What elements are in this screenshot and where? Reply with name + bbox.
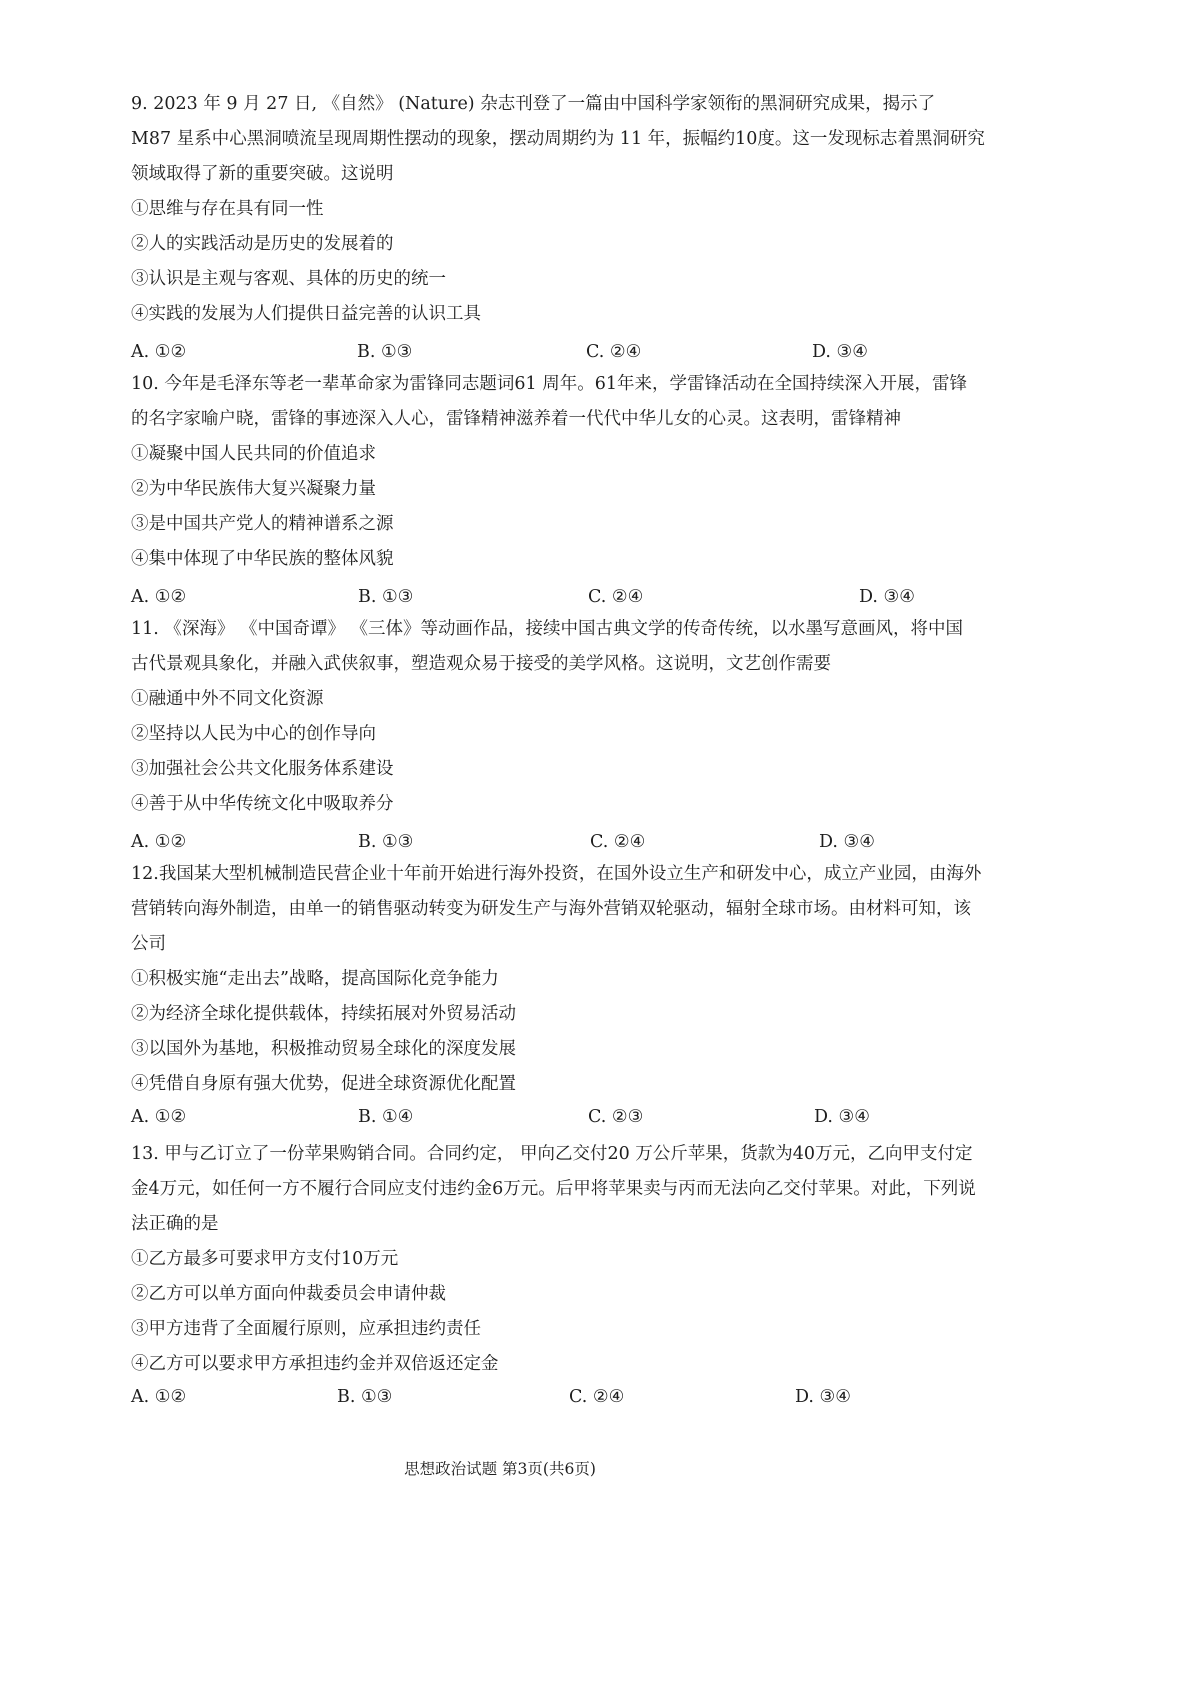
answer-choices xyxy=(131,1099,1081,1135)
choice-b: B. ①③ xyxy=(357,342,413,362)
statement-option: ④凭借自身原有强大优势，促进全球资源优化配置 xyxy=(131,1074,516,1094)
question-stem-line: 公司 xyxy=(131,934,166,954)
choice-a: A. ①② xyxy=(131,1387,187,1407)
choice-a: A. ①② xyxy=(131,832,187,852)
question-stem-line: 12.我国某大型机械制造民营企业十年前开始进行海外投资，在国外设立生产和研发中心，成立产业园，由海外 xyxy=(131,864,982,884)
answer-choices xyxy=(131,824,1081,860)
choice-d: D. ③④ xyxy=(859,587,915,607)
question-stem-line: 金4万元，如任何一方不履行合同应支付违约金6万元。后甲将苹果卖与丙而无法向乙交付苹果。对此，下列说 xyxy=(131,1179,976,1199)
statement-option: ③认识是主观与客观、具体的历史的统一 xyxy=(131,269,446,289)
choice-b: B. ①③ xyxy=(358,587,414,607)
question-13 xyxy=(131,1137,1081,1415)
choice-c: C. ②④ xyxy=(569,1387,625,1407)
question-stem-line: 11. 《深海》 《中国奇谭》 《三体》等动画作品，接续中国古典文学的传奇传统，以水墨写意画风，将中国 xyxy=(131,619,964,639)
statement-option: ①凝聚中国人民共同的价值追求 xyxy=(131,444,376,464)
choice-c: C. ②③ xyxy=(588,1107,644,1127)
question-9 xyxy=(131,87,1081,370)
choice-a: A. ①② xyxy=(131,342,187,362)
choice-d: D. ③④ xyxy=(812,342,868,362)
statement-option: ④实践的发展为人们提供日益完善的认识工具 xyxy=(131,304,481,324)
statement-option: ①融通中外不同文化资源 xyxy=(131,689,324,709)
choice-c: C. ②④ xyxy=(590,832,646,852)
choice-d: D. ③④ xyxy=(819,832,875,852)
question-stem-line: M87 星系中心黑洞喷流呈现周期性摆动的现象，摆动周期约为 11 年，振幅约10度。这一发现标志着黑洞研究 xyxy=(131,129,985,149)
page-footer xyxy=(0,1457,1200,1481)
question-stem-line: 的名字家喻户晓，雷锋的事迹深入人心，雷锋精神滋养着一代代中华儿女的心灵。这表明，雷锋精神 xyxy=(131,409,901,429)
statement-option: ①思维与存在具有同一性 xyxy=(131,199,324,219)
answer-choices xyxy=(131,579,1081,615)
statement-option: ③以国外为基地，积极推动贸易全球化的深度发展 xyxy=(131,1039,516,1059)
question-stem-line: 领域取得了新的重要突破。这说明 xyxy=(131,164,394,184)
statement-option: ④善于从中华传统文化中吸取养分 xyxy=(131,794,394,814)
question-12 xyxy=(131,857,1081,1135)
statement-option: ④集中体现了中华民族的整体风貌 xyxy=(131,549,394,569)
choice-d: D. ③④ xyxy=(814,1107,870,1127)
choice-b: B. ①③ xyxy=(358,832,414,852)
question-stem-line: 法正确的是 xyxy=(131,1214,219,1234)
choice-b: B. ①③ xyxy=(337,1387,393,1407)
statement-option: ②乙方可以单方面向仲裁委员会申请仲裁 xyxy=(131,1284,446,1304)
answer-choices xyxy=(131,334,1081,370)
statement-option: ①乙方最多可要求甲方支付10万元 xyxy=(131,1249,399,1269)
choice-b: B. ①④ xyxy=(358,1107,414,1127)
question-10 xyxy=(131,367,1081,615)
statement-option: ②人的实践活动是历史的发展着的 xyxy=(131,234,394,254)
statement-option: ③加强社会公共文化服务体系建设 xyxy=(131,759,394,779)
choice-d: D. ③④ xyxy=(795,1387,851,1407)
choice-c: C. ②④ xyxy=(586,342,642,362)
question-stem-line: 营销转向海外制造，由单一的销售驱动转变为研发生产与海外营销双轮驱动，辐射全球市场。由材料可知，该 xyxy=(131,899,971,919)
answer-choices xyxy=(131,1379,1081,1415)
statement-option: ④乙方可以要求甲方承担违约金并双倍返还定金 xyxy=(131,1354,499,1374)
statement-option: ②为经济全球化提供载体，持续拓展对外贸易活动 xyxy=(131,1004,516,1024)
question-stem-line: 13. 甲与乙订立了一份苹果购销合同。合同约定， 甲向乙交付20 万公斤苹果，货款为40万元，乙向甲支付定 xyxy=(131,1144,973,1164)
choice-a: A. ①② xyxy=(131,1107,187,1127)
question-stem-line: 古代景观具象化，并融入武侠叙事，塑造观众易于接受的美学风格。这说明，文艺创作需要 xyxy=(131,654,831,674)
statement-option: ②坚持以人民为中心的创作导向 xyxy=(131,724,376,744)
statement-option: ③是中国共产党人的精神谱系之源 xyxy=(131,514,394,534)
question-stem-line: 9. 2023 年 9 月 27 日, 《自然》 (Nature) 杂志刊登了一篇由中国科学家领衔的黑洞研究成果，揭示了 xyxy=(131,94,936,114)
statement-option: ①积极实施“走出去”战略，提高国际化竞争能力 xyxy=(131,969,499,989)
question-11 xyxy=(131,612,1081,860)
choice-a: A. ①② xyxy=(131,587,187,607)
page-number-label: 思想政治试题 第3页(共6页) xyxy=(404,1460,596,1478)
choice-c: C. ②④ xyxy=(588,587,644,607)
statement-option: ②为中华民族伟大复兴凝聚力量 xyxy=(131,479,376,499)
question-stem-line: 10. 今年是毛泽东等老一辈革命家为雷锋同志题词61 周年。61年来，学雷锋活动在全国持续深入开展，雷锋 xyxy=(131,374,967,394)
statement-option: ③甲方违背了全面履行原则，应承担违约责任 xyxy=(131,1319,481,1339)
